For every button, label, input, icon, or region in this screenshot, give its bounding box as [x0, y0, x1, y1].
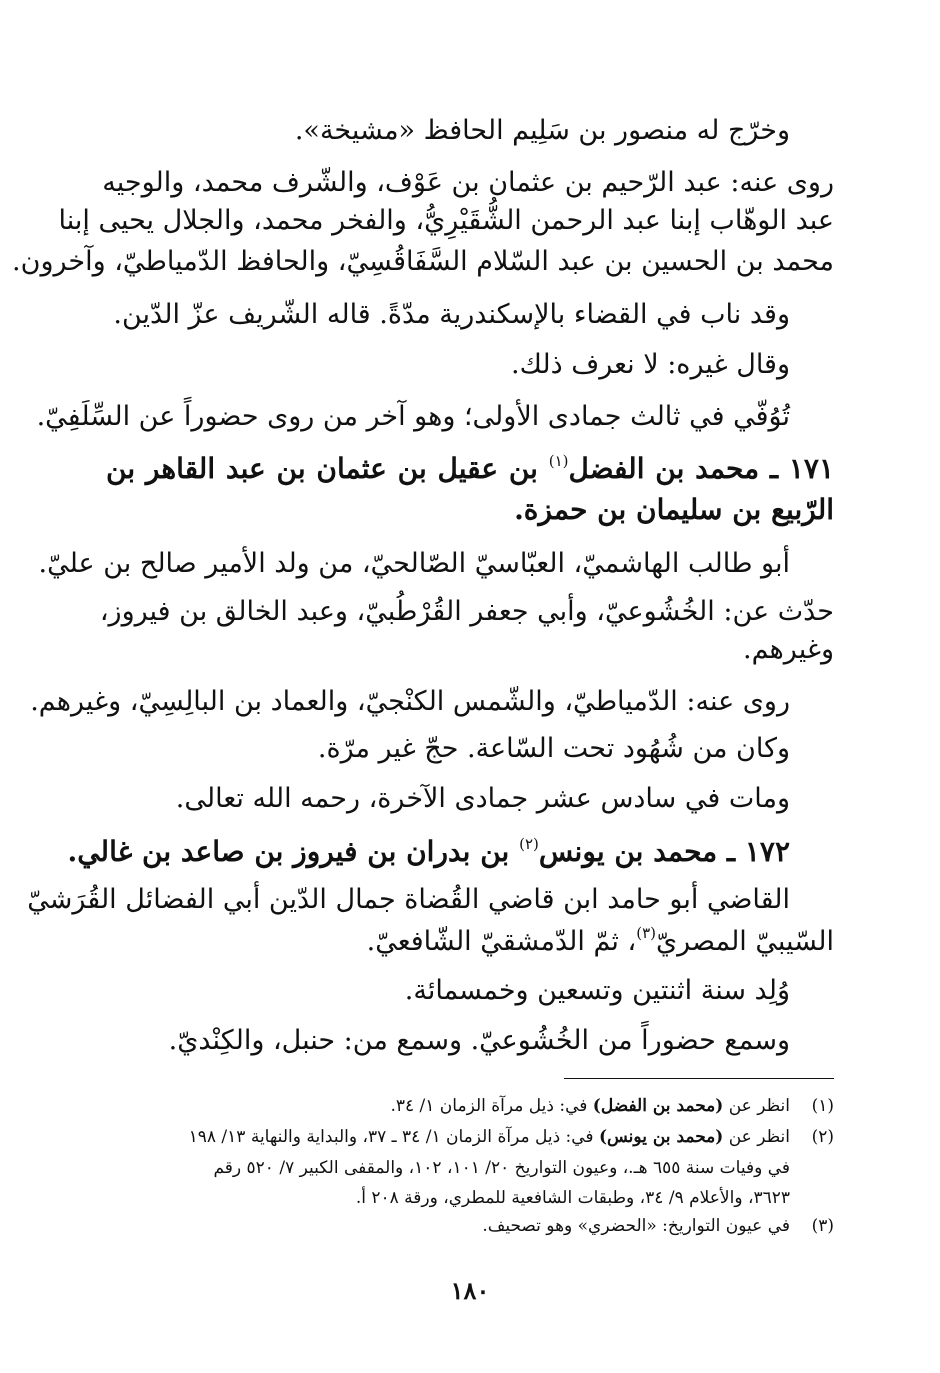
heading-part: ١٧١ ـ محمد بن الفضل: [568, 452, 834, 485]
text-part: السّيبيّ المصريّ: [656, 926, 834, 957]
footnote-ref: (٢): [519, 835, 539, 853]
text-line: وسمع حضوراً من الخُشُوعيّ. وسمع من: حنبل، والكِنْديّ.: [168, 1025, 790, 1056]
footnote-1: [390, 1094, 790, 1119]
footnote-ref: (١): [548, 452, 569, 470]
footnote-separator: [564, 1078, 834, 1079]
text-line: حدّث عن: الخُشُوعيّ، وأبي جعفر القُرْطُبيّ، وعبد الخالق بن فيروز،: [99, 596, 834, 627]
footnote-number: (١): [811, 1096, 834, 1116]
footnote-2: [189, 1125, 790, 1150]
entry-heading-171-cont: الرّبيع بن سليمان بن حمزة.: [514, 493, 834, 526]
text-line: روى عنه: الدّمياطيّ، والشّمس الكنْجيّ، والعماد بن البالِسِيّ، وغيرهم.: [30, 686, 790, 717]
footnote-number: (٣): [811, 1216, 834, 1236]
footnote-2-cont: في وفيات سنة ٦٥٥ هـ.، وعيون التواريخ ٢٠/ ١٠١، ١٠٢، والمقفى الكبير ٧/ ٥٢٠ رقم: [213, 1158, 790, 1178]
text-line: وقد ناب في القضاء بالإسكندرية مدّةً. قاله الشّريف عزّ الدّين.: [113, 299, 790, 330]
entry-heading-172: [67, 834, 790, 870]
fn-text: انظر عن: [723, 1127, 790, 1147]
page-number: ١٨٠: [450, 1276, 490, 1305]
text-line: وغيرهم.: [743, 634, 834, 665]
text-line: عبد الوهّاب إبنا عبد الرحمن الشُّقَيْرِيُّ، والفخر محمد، والجلال يحيى إبنا: [58, 205, 834, 236]
text-line: ومات في سادس عشر جمادى الآخرة، رحمه الله تعالى.: [175, 783, 790, 814]
text-line: القاضي أبو حامد ابن قاضي القُضاة جمال الدّين أبي الفضائل القُرَشيّ: [27, 884, 790, 915]
footnote-number: (٢): [811, 1127, 834, 1147]
fn-text: في: ذيل مرآة الزمان ١/ ٣٤ ـ ٣٧، والبداية والنهاية ١٣/ ١٩٨: [188, 1127, 599, 1147]
text-line: تُوُفّي في ثالث جمادى الأولى؛ وهو آخر من روى حضوراً عن السِّلَفِيّ.: [36, 401, 790, 432]
heading-part: بن عقيل بن عثمان بن عبد القاهر بن: [106, 452, 549, 485]
fn-bold: (محمد بن يونس): [598, 1127, 724, 1147]
text-line: وخرّج له منصور بن سَلِيم الحافظ «مشيخة».: [294, 115, 790, 146]
text-part: ، ثمّ الدّمشقيّ الشّافعيّ.: [366, 926, 637, 957]
fn-text: انظر عن: [723, 1096, 790, 1116]
footnote-2-cont: ٣٦٢٣، والأعلام ٩/ ٣٤، وطبقات الشافعية للمطري، ورقة ٢٠٨ أ.: [355, 1188, 790, 1208]
heading-part: ١٧٢ ـ محمد بن يونس: [538, 835, 790, 868]
text-line: وقال غيره: لا نعرف ذلك.: [511, 349, 790, 380]
text-line: أبو طالب الهاشميّ، العبّاسيّ الصّالحيّ، من ولد الأمير صالح بن عليّ.: [38, 548, 790, 579]
heading-part: بن بدران بن فيروز بن صاعد بن غالي.: [67, 835, 520, 868]
entry-heading-171: [106, 451, 834, 487]
footnote-3: في عيون التواريخ: «الحضري» وهو تصحيف.: [482, 1216, 790, 1236]
text-line: وكان من شُهُود تحت السّاعة. حجّ غير مرّة.: [317, 733, 790, 764]
text-line: [367, 924, 834, 960]
fn-text: في: ذيل مرآة الزمان ١/ ٣٤.: [390, 1096, 593, 1116]
footnote-ref: (٣): [636, 924, 657, 942]
fn-bold: (محمد بن الفضل): [592, 1096, 724, 1116]
text-line: وُلِد سنة اثنتين وتسعين وخمسمائة.: [404, 975, 790, 1006]
text-line: روى عنه: عبد الرّحيم بن عثمان بن عَوْف، والشّرف محمد، والوجيه: [102, 167, 834, 198]
text-line: محمد بن الحسين بن عبد السّلام السَّفَاقُسِيّ، والحافظ الدّمياطيّ، وآخرون.: [12, 246, 834, 277]
